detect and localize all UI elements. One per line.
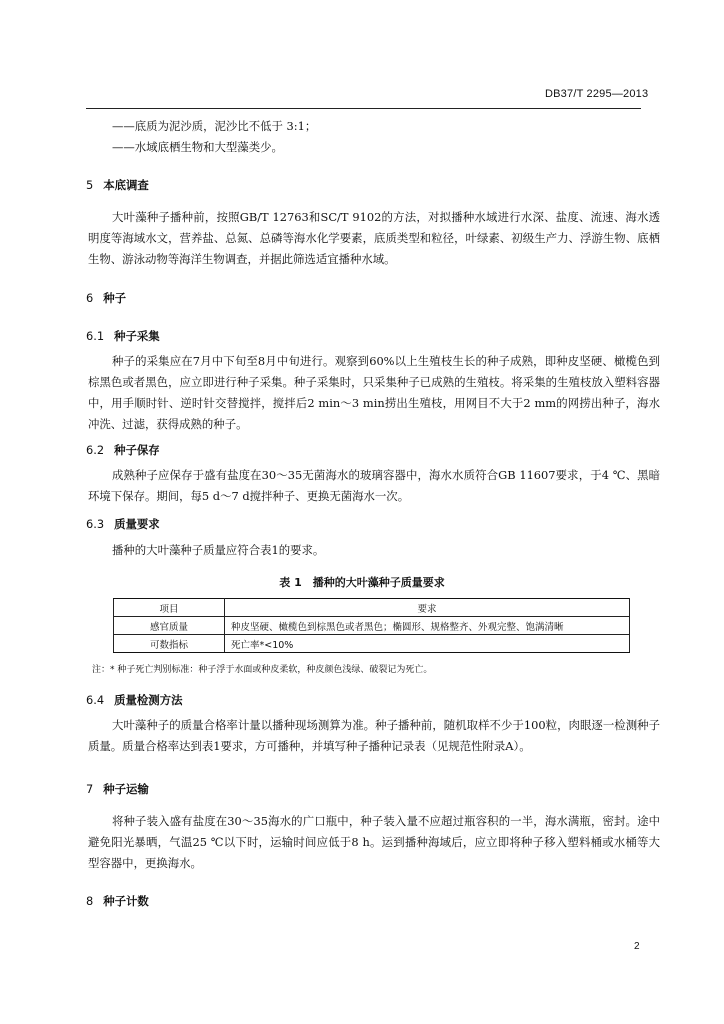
page-number: 2 — [634, 941, 640, 952]
paragraph-6-1: 种子的采集应在7月中下旬至8月中旬进行。观察到60%以上生殖枝生长的种子成熟，即种皮坚硬、橄榄色到棕黑色或者黑色，应立即进行种子采集。种子采集时，只采集种子已成熟的生殖枝。将采集的生殖枝放入塑料容器中，用手顺时针、逆时针交替搅拌，搅拌后2 min～3 min捞出生殖枝，用网目不大于2 mm的网捞出种子，海水冲洗、过滤，获得成熟的种子。 — [88, 354, 660, 431]
heading-number: 8 — [86, 894, 94, 908]
heading-7 — [86, 781, 149, 797]
heading-5 — [86, 177, 149, 193]
heading-title: 种子计数 — [103, 894, 149, 908]
heading-6-3 — [86, 516, 160, 532]
table-cell: 死亡率*<10% — [225, 635, 630, 653]
heading-title: 种子运输 — [103, 782, 149, 796]
table-note: 注：* 种子死亡判别标准：种子浮于水面或种皮柔软，种皮颜色浅绿、破裂记为死亡。 — [92, 665, 433, 675]
intro-line-1: ——底质为泥沙质，泥沙比不低于 3:1； — [112, 119, 317, 133]
paragraph-7: 将种子装入盛有盐度在30～35海水的广口瓶中，种子装入量不应超过瓶容积的一半，海水满瓶，密封。途中避免阳光暴晒，气温25 ℃以下时，运输时间应低于8 h。运到播种海域后，应立即将种子移入塑料桶或水桶等大型容器中，更换海水。 — [88, 814, 660, 870]
table-cell: 感官质量 — [114, 617, 225, 635]
table-header-row — [114, 599, 630, 617]
table-cell: 种皮坚硬、橄榄色到棕黑色或者黑色；椭圆形、规格整齐、外观完整、饱满清晰 — [225, 617, 630, 635]
heading-title: 质量要求 — [114, 517, 160, 531]
heading-number: 6 — [86, 291, 94, 305]
table-row — [114, 635, 630, 653]
table-row — [114, 617, 630, 635]
heading-8 — [86, 893, 149, 909]
intro-line-2: ——水域底栖生物和大型藻类少。 — [112, 140, 283, 154]
heading-title: 种子采集 — [114, 329, 160, 343]
paragraph-5: 大叶藻种子播种前，按照GB/T 12763和SC/T 9102的方法，对拟播种水域进行水深、盐度、流速、海水透明度等海域水文，营养盐、总氮、总磷等海水化学要素，底质类型和粒径，叶绿素、初级生产力、浮游生物、底栖生物、游泳动物等海洋生物调查，并据此筛选适宜播种水域。 — [88, 210, 660, 266]
column-header-requirement: 要求 — [225, 599, 630, 617]
heading-number: 7 — [86, 782, 94, 796]
heading-6-1 — [86, 328, 160, 344]
paragraph-6-4: 大叶藻种子的质量合格率计量以播种现场测算为准。种子播种前，随机取样不少于100粒，肉眼逐一检测种子质量。质量合格率达到表1要求，方可播种，并填写种子播种记录表（见规范性附录A）。 — [88, 718, 660, 753]
heading-number: 6.2 — [86, 443, 105, 457]
heading-number: 6.3 — [86, 517, 105, 531]
paragraph-6-2: 成熟种子应保存于盛有盐度在30～35无菌海水的玻璃容器中，海水水质符合GB 11607要求，于4 ℃、黑暗环境下保存。期间，每5 d～7 d搅拌种子、更换无菌海水一次。 — [88, 468, 660, 503]
heading-number: 6.1 — [86, 329, 105, 343]
heading-number: 6.4 — [86, 693, 105, 707]
header-rule — [86, 108, 641, 109]
standard-code: DB37/T 2295—2013 — [545, 88, 649, 100]
paragraph-6-3: 播种的大叶藻种子质量应符合表1的要求。 — [112, 543, 325, 557]
heading-6-2 — [86, 442, 160, 458]
heading-number: 5 — [86, 178, 94, 192]
heading-title: 本底调查 — [103, 178, 149, 192]
column-header-item: 项目 — [114, 599, 225, 617]
quality-requirements-table — [113, 598, 630, 653]
heading-title: 种子 — [103, 291, 127, 305]
heading-title: 质量检测方法 — [114, 693, 183, 707]
table-title: 表 1 播种的大叶藻种子质量要求 — [279, 576, 445, 589]
heading-6 — [86, 290, 126, 306]
heading-title: 种子保存 — [114, 443, 160, 457]
table-cell: 可数指标 — [114, 635, 225, 653]
heading-6-4 — [86, 692, 182, 708]
